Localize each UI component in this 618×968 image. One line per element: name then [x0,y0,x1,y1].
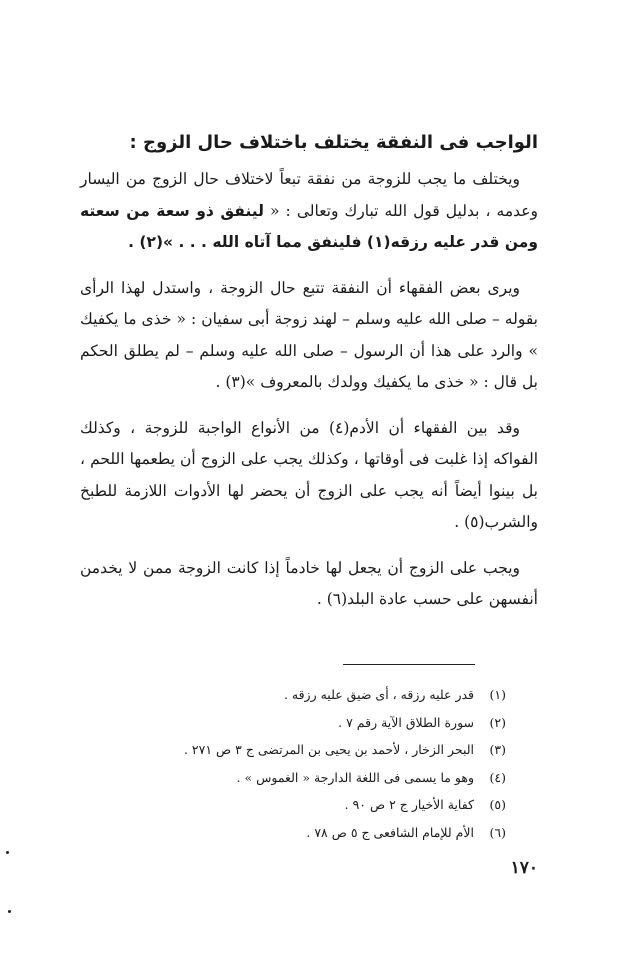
footnote [66,764,506,792]
paragraph-4 [80,553,538,616]
footnote-number: (٥) [489,797,506,812]
footnote [66,791,506,819]
page-number: ١٧٠ [510,858,538,878]
paragraph-3-text: وقد بين الفقهاء أن الأدم(٤) من الأنواع الواجبة للزوجة ، وكذلك الفواكه إذا غلبت فى أوقاتها ، وكذلك يجب على الزوج أن يطعمها اللحم ، بل بينوا أيضاً أنه يجب على الزوج أن يحضر لها الأدوات اللازمة للطبخ والشرب(٥) . [80,418,538,531]
footnote [66,709,506,737]
margin-mark [6,851,9,854]
footnote-number: (٤) [489,769,506,785]
footnote-text: الأم للإمام الشافعى ج ٥ ص ٧٨ . [306,824,475,840]
paragraph-1-text: ويختلف ما يجب للزوجة من نفقة تبعاً لاختلاف حال الزوج من اليسار وعدمه ، بدليل قول الله تبارك وتعالى : « [80,170,538,220]
footnote [66,681,506,709]
footnote [66,736,506,764]
paragraph-3 [80,413,538,539]
footnote-number: (٦) [489,824,506,840]
footnote [66,819,506,847]
paragraph-2 [80,273,538,399]
footnote-number: (٢) [489,714,506,730]
footnote-text: وهو ما يسمى فى اللغة الدارجة « الغموس » . [236,769,475,785]
footnote-text: قدر عليه رزقه ، أى ضيق عليه رزقه . [283,687,475,702]
footnote-number: (٣) [489,742,506,757]
quran-quote: لينفق ذو سعة من سعته ومن قدر عليه رزقه(١) فلينفق مما آتاه الله . . . »(٢) . [80,201,538,251]
footnote-number: (١) [489,687,506,702]
footnote-text: كفاية الأخيار ج ٢ ص ٩٠ . [344,797,475,812]
main-text [80,128,538,616]
footnote-separator [343,664,475,665]
footnotes-list [66,681,506,846]
paragraph-1 [80,164,538,259]
paragraph-2-text: ويرى بعض الفقهاء أن النفقة تتبع حال الزوجة ، واستدل لهذا الرأى بقوله – صلى الله عليه وسلم – لهند زوجة أبى سفيان : « خذى ما يكفيك » والرد على هذا أن الرسول – صلى الله عليه وسلم – لم يطلق الحكم بل قال : « خذى ما يكفيك وولدك بالمعروف »(٣) . [80,278,538,391]
margin-mark [8,910,11,913]
section-heading: الواجب فى النفقة يختلف باختلاف حال الزوج : [129,132,538,153]
footnote-text: سورة الطلاق الآية رقم ٧ . [338,714,475,730]
footnote-text: البحر الزخار ، لأحمد بن يحيى بن المرتضى ج ٣ ص ٢٧١ . [183,742,475,757]
paragraph-4-text: ويجب على الزوج أن يجعل لها خادماً إذا كانت الزوجة ممن لا يخدمن أنفسهن على حسب عادة البلد(٦) . [80,558,538,608]
